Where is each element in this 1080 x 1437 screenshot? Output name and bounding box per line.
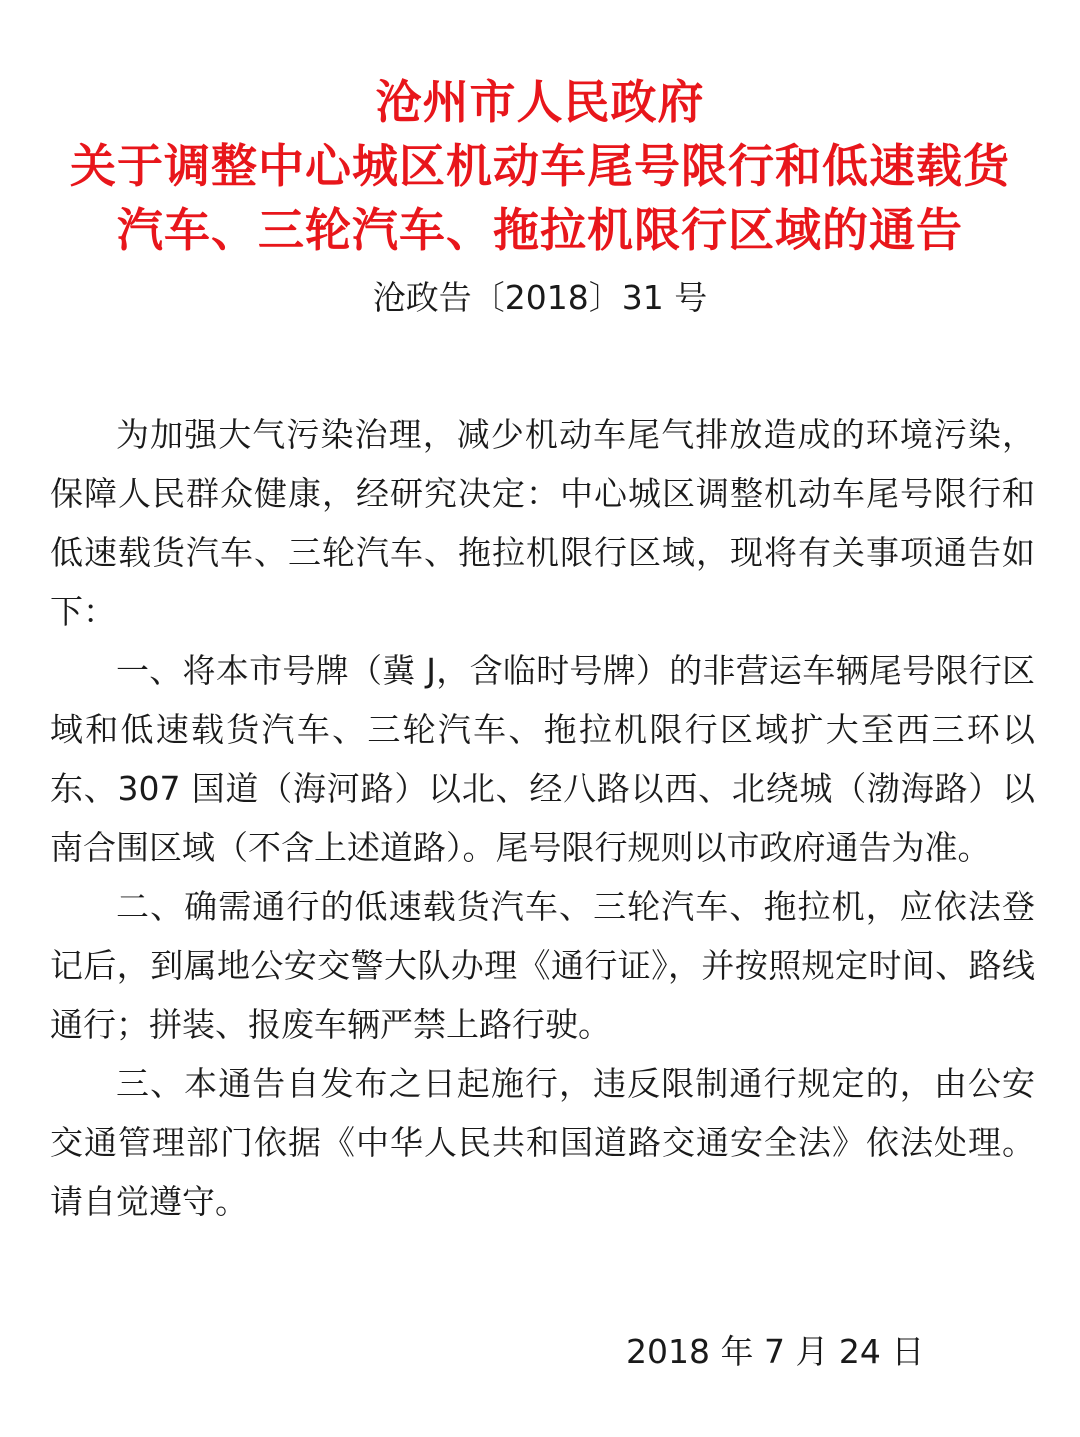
clause-2-paragraph: 二、确需通行的低速载货汽车、三轮汽车、拖拉机，应依法登记后，到属地公安交警大队办理《通行证》，并按照规定时间、路线通行；拼装、报废车辆严禁上路行驶。: [50, 887, 1035, 1044]
intro-paragraph: 为加强大气污染治理，减少机动车尾气排放造成的环境污染，保障人民群众健康，经研究决定：中心城区调整机动车尾号限行和低速载货汽车、三轮汽车、拖拉机限行区域，现将有关事项通告如下：: [50, 415, 1035, 631]
document-number: 沧政告〔2018〕31 号: [372, 278, 708, 317]
title-line-3: 汽车、三轮汽车、拖拉机限行区域的通告: [117, 203, 963, 257]
clause-3-paragraph: 三、本通告自发布之日起施行，违反限制通行规定的，由公安交通管理部门依据《中华人民共和国道路交通安全法》依法处理。请自觉遵守。: [50, 1064, 1035, 1221]
clause-1-paragraph: 一、将本市号牌（冀 J，含临时号牌）的非营运车辆尾号限行区域和低速载货汽车、三轮汽车、拖拉机限行区域扩大至西三环以东、307 国道（海河路）以北、经八路以西、北绕城（渤海路）以南合围区域（不含上述道路）。尾号限行规则以市政府通告为准。: [50, 651, 1035, 867]
notice-body: [50, 405, 1035, 1231]
issue-date: 2018 年 7 月 24 日: [626, 1332, 925, 1371]
title-line-2: 关于调整中心城区机动车尾号限行和低速载货: [70, 139, 1010, 193]
issuer-heading: 沧州市人民政府: [375, 75, 705, 129]
notice-title: [40, 70, 1040, 262]
